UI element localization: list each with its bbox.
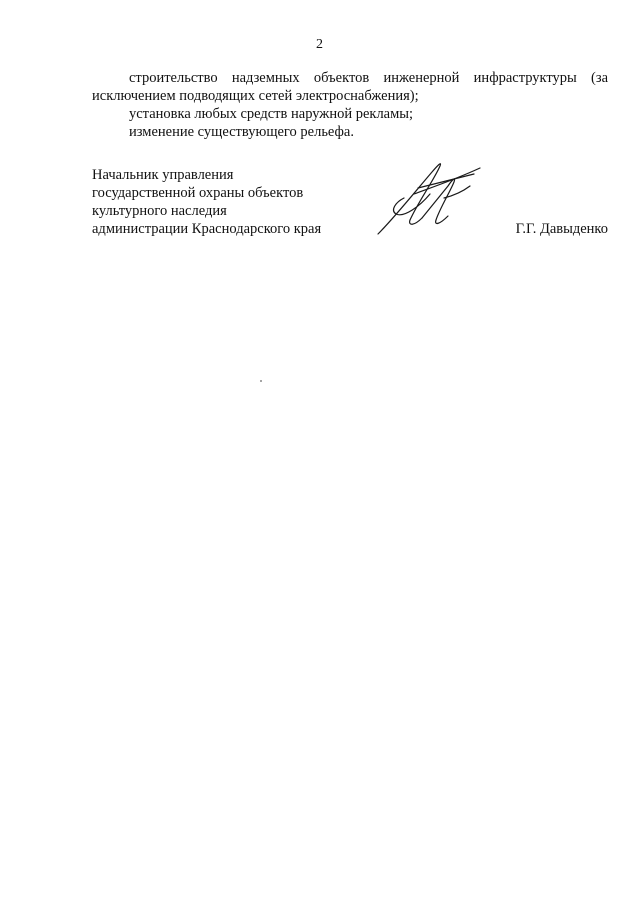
paragraph-restriction-construction: строительство надземных объектов инженерной инфраструктуры (за исключением подводящих сетей электроснабжения); <box>92 70 608 104</box>
signatory-position-line: культурного наследия <box>92 203 227 219</box>
page-number: 2 <box>316 37 323 52</box>
body-text <box>92 69 608 141</box>
paragraph-restriction-relief: изменение существующего рельефа. <box>129 124 354 140</box>
paragraph-restriction-advertising: установка любых средств наружной рекламы; <box>129 106 414 122</box>
signatory-name: Г.Г. Давыденко <box>515 221 608 237</box>
signatory-position-line: государственной охраны объектов <box>92 185 304 201</box>
signatory-position-line: Начальник управления <box>92 167 234 183</box>
scan-speck <box>260 380 262 382</box>
handwritten-signature <box>374 158 484 238</box>
signatory-position-line: администрации Краснодарского края <box>92 221 322 237</box>
signature-block <box>92 166 608 246</box>
